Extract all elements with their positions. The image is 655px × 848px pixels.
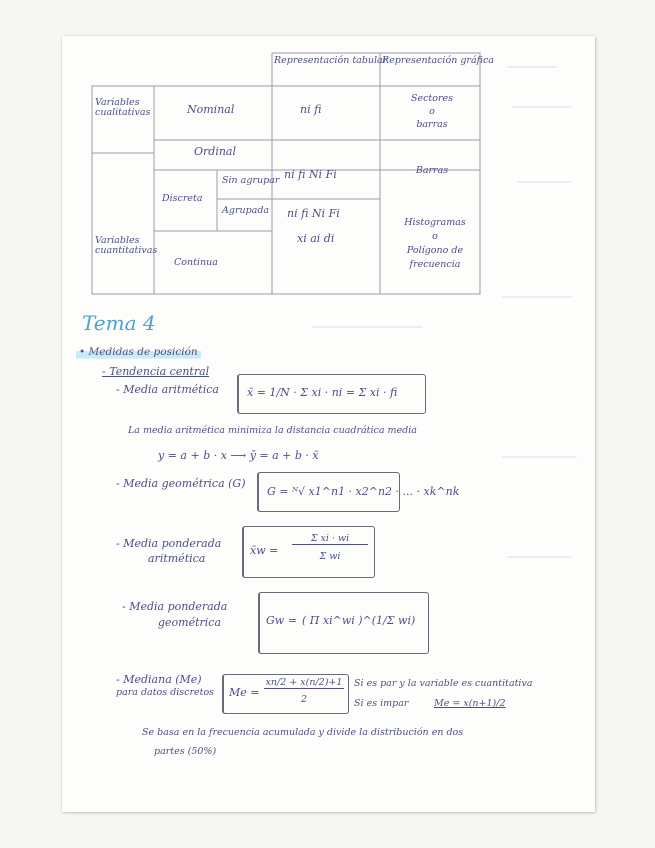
- cuant-grafica-1: Histogramas: [404, 217, 466, 228]
- header-grafica: Representación gráfica: [382, 55, 494, 66]
- nominal-tabular: ni fi: [300, 103, 322, 116]
- sin-agrupar-tabular: ni fi Ni Fi: [284, 168, 337, 181]
- sin-agrupar-label: Sin agrupar: [222, 175, 280, 186]
- media-ponderada-aritmetica-label-1: - Media ponderada: [116, 537, 222, 550]
- media-aritmetica-formula: x̄ = 1/N · Σ xi · ni = Σ xi · fi: [247, 386, 398, 399]
- row-variables-cualitativas: Variables cualitativas: [95, 97, 151, 119]
- media-ponderada-geometrica-label-1: - Media ponderada: [122, 600, 228, 613]
- media-geometrica-formula: G = ᴺ√ x1^n1 · x2^n2 · ... · xk^nk: [267, 485, 460, 498]
- media-ponderada-geometrica-body: ( Π xi^wi )^(1/Σ wi): [302, 614, 416, 627]
- cuant-grafica-2: o: [432, 231, 438, 242]
- media-ponderada-den: Σ wi: [319, 551, 341, 562]
- media-ponderada-aritmetica-formula-box: [242, 526, 375, 578]
- media-geometrica-formula-box: [257, 472, 460, 512]
- row-variables-cuantitativas: Variables cuantitativas: [95, 235, 158, 257]
- tema-title: Tema 4: [82, 311, 156, 335]
- media-aritmetica-formula-box: [237, 374, 426, 414]
- header-tabular: Representación tabular: [274, 55, 388, 66]
- mediana-condicion-impar: Si es impar: [354, 698, 409, 709]
- ordinal-grafica: Barras: [415, 165, 449, 176]
- nominal-grafica-1: Sectores: [410, 93, 454, 104]
- media-ponderada-num: Σ xi · wi: [292, 534, 368, 545]
- mediana-den: 2: [300, 694, 308, 705]
- media-ponderada-lhs: x̄w =: [250, 544, 279, 557]
- ordinal-label: Ordinal: [194, 145, 236, 158]
- nominal-grafica-3: barras: [416, 119, 448, 130]
- notebook-page: [62, 36, 595, 812]
- mediana-label-2: para datos discretos: [116, 687, 215, 698]
- mediana-note-1: Se basa en la frecuencia acumulada y divide la distribución en dos: [142, 727, 464, 738]
- nominal-label: Nominal: [187, 103, 235, 116]
- subsection-tendencia-central: - Tendencia central: [102, 365, 210, 378]
- section-medidas-posicion: • Medidas de posición: [76, 347, 201, 359]
- media-aritmetica-note: La media aritmética minimiza la distancia cuadrática media: [128, 425, 417, 436]
- agrupada-label: Agrupada: [222, 205, 270, 216]
- mediana-formula-box: [222, 674, 349, 714]
- media-ponderada-geometrica-formula-box: [258, 592, 429, 654]
- continua-tabular: xi ai di: [297, 232, 335, 245]
- media-ponderada-aritmetica-label-2: aritmética: [148, 552, 206, 565]
- continua-label: Continua: [174, 257, 218, 268]
- mediana-note-2: partes (50%): [154, 746, 217, 757]
- nominal-grafica-2: o: [429, 106, 435, 117]
- media-aritmetica-label: - Media aritmética: [116, 383, 219, 396]
- mediana-num: xn/2 + x(n/2)+1: [265, 677, 343, 688]
- media-ponderada-geometrica-label-2: geométrica: [158, 616, 222, 629]
- mediana-impar-formula: Me = x(n+1)/2: [434, 698, 506, 709]
- cuant-grafica-3: Polígono de: [406, 245, 464, 256]
- mediana-lhs: Me =: [229, 686, 260, 699]
- media-geometrica-label: - Media geométrica (G): [116, 477, 246, 490]
- discreta-label: Discreta: [162, 193, 203, 204]
- mediana-condicion-par: Si es par y la variable es cuantitativa: [354, 678, 533, 689]
- media-ponderada-geometrica-lhs: Gw =: [266, 614, 297, 627]
- agrupada-tabular: ni fi Ni Fi: [287, 207, 340, 220]
- cuant-grafica-4: frecuencia: [409, 259, 461, 270]
- transformacion-lineal: y = a + b · x ⟶ ȳ = a + b · x̄: [158, 449, 319, 462]
- mediana-label-1: - Mediana (Me): [116, 673, 202, 686]
